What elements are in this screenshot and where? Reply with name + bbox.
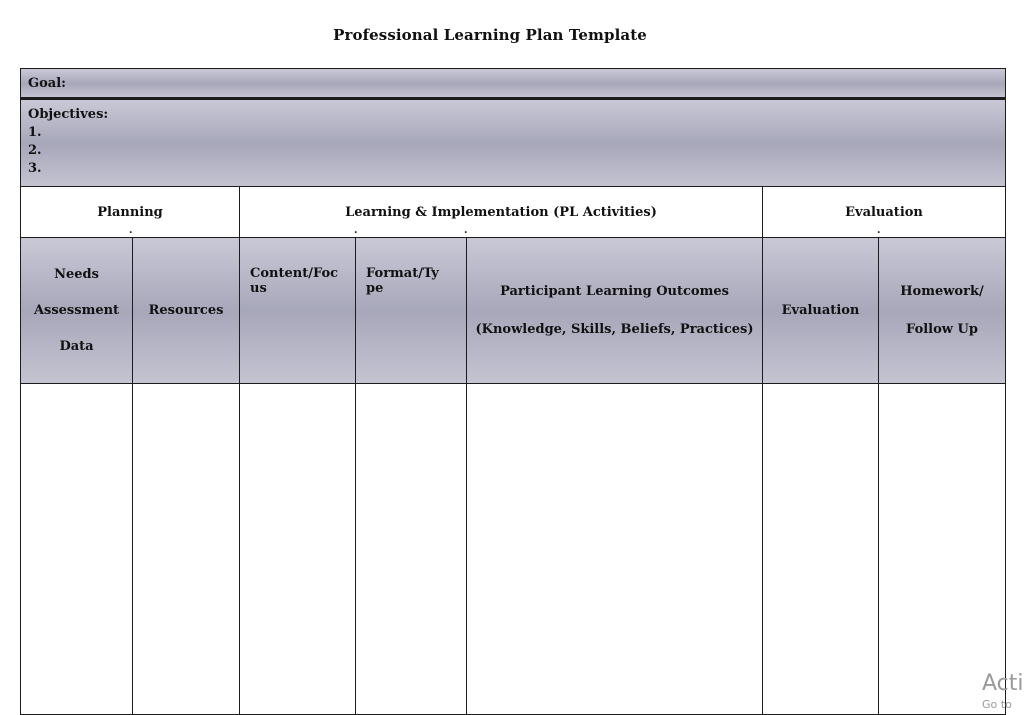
divider-mark: .	[464, 225, 468, 236]
content-line-1: Content/Foc	[250, 266, 339, 281]
outcomes-line-2: (Knowledge, Skills, Beliefs, Practices)	[475, 321, 754, 337]
section-evaluation-label: Evaluation	[845, 204, 923, 220]
format-line-2: pe	[366, 281, 384, 296]
objective-item-2: 2.	[28, 143, 42, 158]
objective-item-1: 1.	[28, 125, 42, 140]
needs-line-2: Assessment	[33, 302, 120, 318]
content-line-2: us	[250, 281, 267, 296]
objectives-row[interactable]	[21, 99, 1006, 187]
homework-line-1: Homework/	[900, 283, 984, 299]
learning-plan-table	[20, 68, 1006, 715]
page-title: Professional Learning Plan Template	[333, 26, 647, 44]
column-header-learning-outcomes	[467, 238, 763, 384]
goal-label: Goal:	[28, 75, 66, 91]
learning-outcomes-cell[interactable]	[467, 384, 763, 715]
format-line-1: Format/Ty	[366, 266, 439, 281]
needs-line-3: Data	[59, 338, 94, 354]
resources-label: Resources	[148, 303, 224, 318]
column-header-resources	[133, 238, 240, 384]
column-header-homework	[879, 238, 1006, 384]
format-type-cell[interactable]	[356, 384, 467, 715]
section-learning-label: Learning & Implementation (PL Activities)	[345, 204, 657, 220]
resources-cell[interactable]	[133, 384, 240, 715]
goal-row[interactable]	[21, 69, 1006, 99]
divider-mark: .	[877, 225, 881, 236]
homework-cell[interactable]	[879, 384, 1006, 715]
objective-item-3: 3.	[28, 161, 42, 176]
objectives-label: Objectives:	[28, 107, 109, 122]
homework-line-2: Follow Up	[906, 321, 978, 337]
activation-watermark-subtext: Go to	[982, 698, 1012, 711]
divider-mark: .	[129, 225, 133, 236]
column-header-needs-assessment	[21, 238, 133, 384]
section-evaluation	[763, 187, 1006, 238]
section-planning	[21, 187, 240, 238]
evaluation-cell[interactable]	[763, 384, 879, 715]
needs-line-1: Needs	[54, 266, 99, 282]
column-header-format-type	[356, 238, 467, 384]
column-header-evaluation	[763, 238, 879, 384]
divider-mark: .	[354, 225, 358, 236]
content-focus-cell[interactable]	[240, 384, 356, 715]
outcomes-line-1: Participant Learning Outcomes	[500, 283, 729, 299]
activation-watermark: Acti	[982, 671, 1024, 696]
needs-assessment-cell[interactable]	[21, 384, 133, 715]
section-planning-label: Planning	[97, 204, 163, 220]
evaluation-column-label: Evaluation	[781, 303, 860, 318]
section-learning	[240, 187, 763, 238]
column-header-content-focus	[240, 238, 356, 384]
